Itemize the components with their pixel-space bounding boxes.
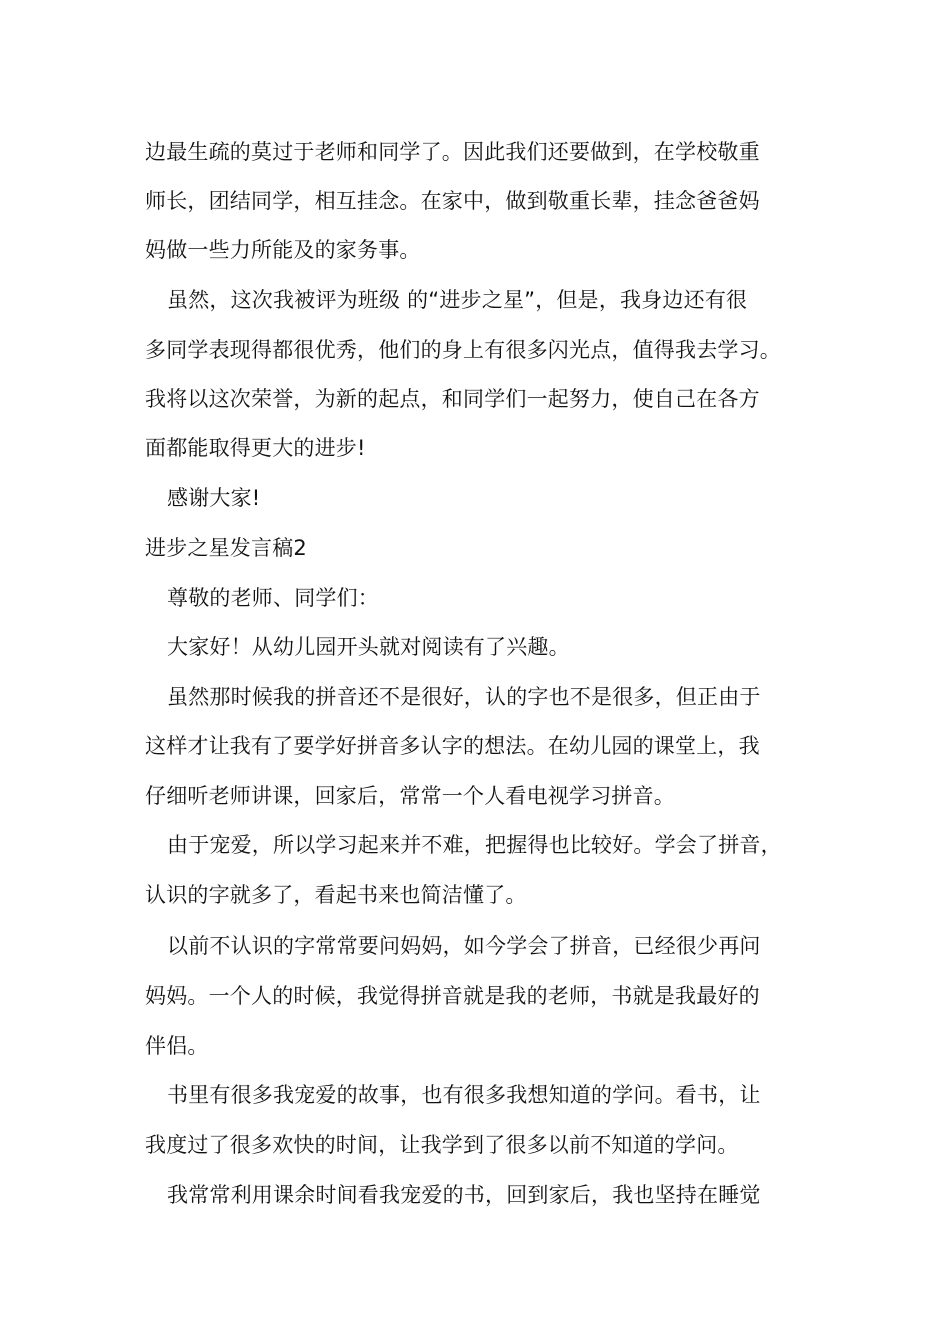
paragraph-start-line: 虽然，这次我被评为班级 的“进步之星”，但是，我身边还有很 (167, 288, 748, 312)
text-line: 师长，团结同学，相互挂念。在家中，做到敬重长辈，挂念爸爸妈 (145, 189, 760, 213)
text-line: 我度过了很多欢快的时间，让我学到了很多以前不知道的学问。 (145, 1133, 739, 1157)
paragraph-start-line: 我常常利用课余时间看我宠爱的书，回到家后，我也坚持在睡觉 (167, 1183, 761, 1207)
text-line: 伴侣。 (145, 1034, 209, 1058)
text-line: 妈做一些力所能及的家务事。 (145, 238, 421, 262)
text-line: 面都能取得更大的进步! (145, 436, 366, 460)
paragraph-start-line: 由于宠爱，所以学习起来并不难，把握得也比较好。学会了拼音， (167, 833, 782, 857)
section-title: 进步之星发言稿2 (145, 536, 307, 560)
text-line: 我将以这次荣誉，为新的起点，和同学们一起努力，使自己在各方 (145, 387, 760, 411)
text-line: 仔细听老师讲课，回家后，常常一个人看电视学习拼音。 (145, 784, 675, 808)
text-line: 妈妈。一个人的时候，我觉得拼音就是我的老师，书就是我最好的 (145, 984, 760, 1008)
text-line: 这样才让我有了要学好拼音多认字的想法。在幼儿园的课堂上，我 (145, 734, 760, 758)
text-line: 边最生疏的莫过于老师和同学了。因此我们还要做到，在学校敬重 (145, 140, 760, 164)
text-line: 多同学表现得都很优秀，他们的身上有很多闪光点，值得我去学习。 (145, 338, 781, 362)
salutation: 尊敬的老师、同学们： (167, 586, 379, 610)
greeting-line: 大家好！从幼儿园开头就对阅读有了兴趣。 (167, 635, 570, 659)
paragraph-start-line: 书里有很多我宠爱的故事，也有很多我想知道的学问。看书，让 (167, 1083, 761, 1107)
closing-thanks: 感谢大家! (167, 486, 261, 510)
paragraph-start-line: 虽然那时候我的拼音还不是很好，认的字也不是很多，但正由于 (167, 685, 761, 709)
text-line: 认识的字就多了，看起书来也简洁懂了。 (145, 883, 527, 907)
paragraph-start-line: 以前不认识的字常常要问妈妈，如今学会了拼音，已经很少再问 (167, 934, 761, 958)
